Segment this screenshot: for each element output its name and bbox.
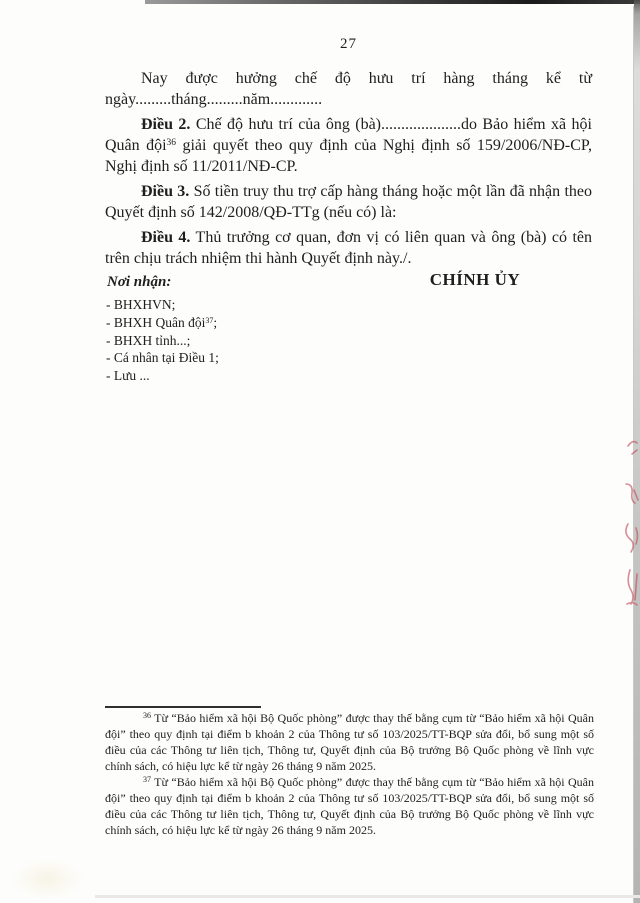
footnote-36 [105,710,594,774]
article-2-text: Chế độ hưu trí của ông (bà)....................do Bảo hiểm xã hội Quân đội [105,116,592,154]
footnote-ref-36: 36 [166,138,177,148]
recipient-item [106,332,366,350]
article-2-label: Điều 2. [141,116,191,133]
recipient-item [106,314,366,332]
scan-artifact-corner-smudge [10,858,85,900]
signer-title: CHÍNH ỦY [429,270,521,289]
recipient-item-text: - BHXHVN; [106,297,176,312]
article-2-paragraph [105,114,592,177]
footnote-37-text: Từ “Bảo hiểm xã hội Bộ Quốc phòng” được thay thế bằng cụm từ “Bảo hiểm xã hội Quân đội” theo quy định tại điểm b khoản 2 của Thông tư số 103/2025/TT-BQP sửa đổi, bổ sung một số điều của các Thông tư liên tịch, Thông tư, Quyết định của Bộ trưởng Bộ Quốc phòng về lĩnh vực chính sách, có hiệu lực kể từ ngày 26 tháng 9 năm 2025. [105,775,594,837]
article-4-text: Thủ trưởng cơ quan, đơn vị có liên quan và ông (bà) có tên trên chịu trách nhiệm thi hành Quyết định này./. [105,229,592,267]
intro-paragraph [105,68,592,110]
footnote-37 [105,774,594,838]
article-3-paragraph [105,181,592,223]
recipients-list [106,296,366,385]
footnote-ref-37: 37 [205,315,214,325]
recipient-item-suffix: ; [213,314,218,330]
article-4-paragraph [105,227,592,269]
article-3-label: Điều 3. [141,183,190,200]
recipient-item-text: - BHXH tỉnh...; [106,332,191,348]
document-body [105,68,592,273]
intro-paragraph-text: Nay được hưởng chế độ hưu trí hàng tháng kể từ ngày.........tháng.........năm............. [105,70,592,108]
recipient-item [106,349,366,367]
scan-artifact-bottom-band [95,895,640,898]
recipient-item [106,367,366,385]
footnote-separator [105,706,261,708]
footnotes-block [105,710,594,838]
footnote-36-number: 36 [143,711,151,720]
article-2-text-cont: giải quyết theo quy định của Nghị định số 159/2006/NĐ-CP, Nghị định số 11/2011/NĐ-CP. [105,137,592,175]
recipient-item-text: - BHXH Quân đội [106,314,206,330]
page-number: 27 [340,36,357,52]
article-3-text: Số tiền truy thu trợ cấp hàng tháng hoặc một lần đã nhận theo Quyết định số 142/2008/QĐ-TTg (nếu có) là: [105,183,592,221]
red-ink-annotation-marks [612,432,640,617]
footnote-37-number: 37 [143,775,151,784]
footnote-36-text: Từ “Bảo hiểm xã hội Bộ Quốc phòng” được thay thế bằng cụm từ “Bảo hiểm xã hội Quân đội” theo quy định tại điểm b khoản 2 của Thông tư số 103/2025/TT-BQP sửa đổi, bổ sung một số điều của các Thông tư liên tịch, Thông tư, Quyết định của Bộ trưởng Bộ Quốc phòng về lĩnh vực chính sách, có hiệu lực kể từ ngày 26 tháng 9 năm 2025. [105,711,594,773]
scan-artifact-top-bar [145,0,640,4]
recipient-item-text: - Cá nhân tại Điều 1; [106,350,219,366]
recipient-item [106,296,366,314]
article-4-label: Điều 4. [141,229,191,246]
recipients-heading: Nơi nhận: [107,274,172,290]
recipient-item-text: - Lưu ... [106,368,150,384]
